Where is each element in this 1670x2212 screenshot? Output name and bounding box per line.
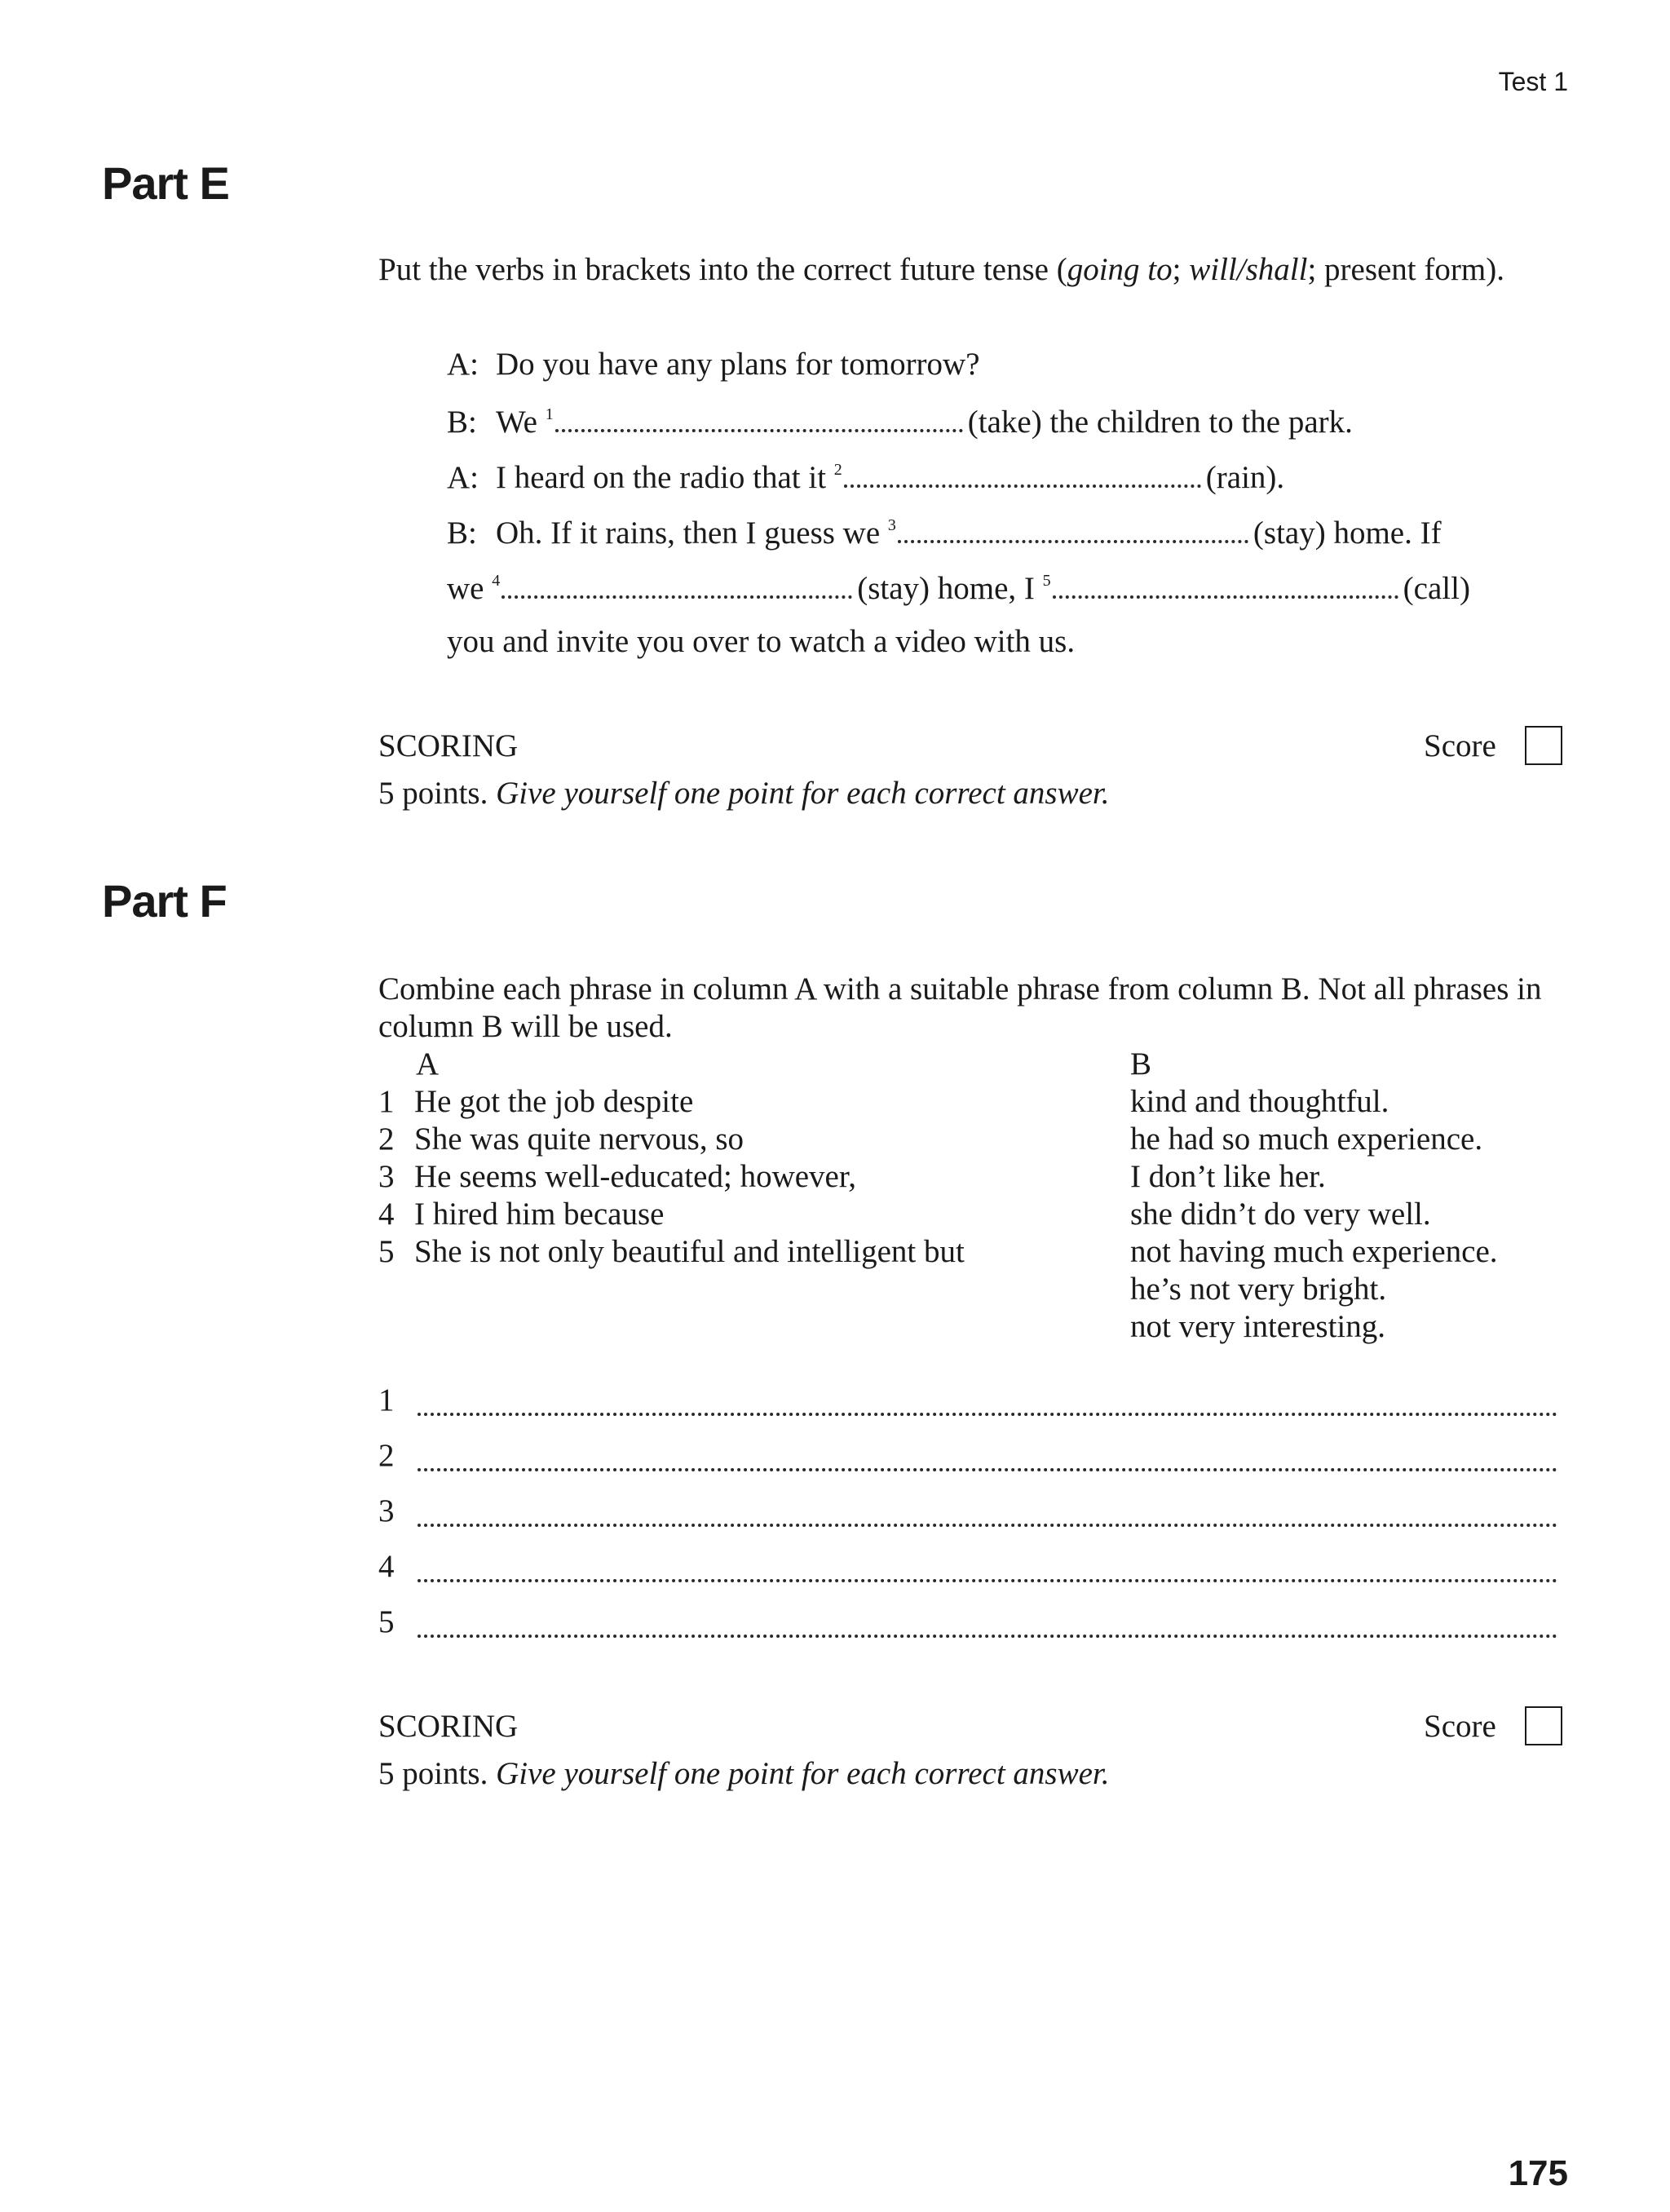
dialogue-text: Oh. If it rains, then I guess we xyxy=(496,515,888,551)
answer-line-1 xyxy=(378,1382,1557,1422)
item-text: She was quite nervous, so xyxy=(414,1121,744,1157)
speaker-label: A: xyxy=(447,460,479,495)
dialogue-text: (rain). xyxy=(1205,460,1285,495)
answer-blank-2[interactable] xyxy=(844,457,1201,488)
part-f-instruction: Combine each phrase in column A with a suitable phrase from column B. Not all phrases in column B will be used. xyxy=(378,971,1542,1044)
column-a-item xyxy=(378,1121,744,1158)
dialogue-text: we xyxy=(447,571,493,606)
gap-number-3: 3 xyxy=(887,516,896,534)
column-b-item: he’s not very bright. xyxy=(1130,1272,1387,1307)
answer-blank[interactable] xyxy=(418,1524,1557,1527)
dialogue-line-4 xyxy=(447,512,1442,552)
speaker-label: A: xyxy=(447,347,479,382)
column-a-item xyxy=(378,1158,856,1196)
item-text: He got the job despite xyxy=(414,1084,694,1119)
speaker-label: B: xyxy=(447,515,477,551)
item-number: 4 xyxy=(378,1197,395,1232)
column-a-header: A xyxy=(416,1046,440,1082)
gap-number-4: 4 xyxy=(492,572,501,590)
page-number: 175 xyxy=(1508,2153,1568,2193)
column-a-item xyxy=(378,1233,965,1271)
item-number: 1 xyxy=(378,1084,395,1119)
item-text: He seems well-educated; however, xyxy=(414,1159,857,1194)
dialogue-text: We xyxy=(496,405,546,440)
answer-line-4 xyxy=(378,1548,1557,1589)
answer-number: 4 xyxy=(378,1549,395,1584)
item-text: I hired him because xyxy=(414,1197,665,1232)
column-b-header: B xyxy=(1130,1046,1152,1082)
instruction-text-end: ; present form). xyxy=(1307,252,1504,287)
gap-number-1: 1 xyxy=(545,405,554,423)
answer-number: 1 xyxy=(378,1382,395,1418)
column-a-item xyxy=(378,1083,693,1121)
answer-blank-5[interactable] xyxy=(1053,568,1398,599)
scoring-description-e xyxy=(378,775,1110,812)
instruction-italic-will-shall: will/shall xyxy=(1189,252,1308,287)
column-b-item: kind and thoughtful. xyxy=(1130,1084,1389,1119)
instruction-italic-going-to: going to xyxy=(1067,252,1173,287)
item-number: 5 xyxy=(378,1234,395,1269)
column-a-item xyxy=(378,1196,664,1233)
running-head: Test 1 xyxy=(1498,67,1568,96)
item-text: She is not only beautiful and intelligent but xyxy=(414,1234,965,1269)
answer-number: 3 xyxy=(378,1493,395,1528)
dialogue-text: Do you have any plans for tomorrow? xyxy=(496,347,980,382)
item-number: 2 xyxy=(378,1121,395,1157)
scoring-label-e: SCORING xyxy=(378,728,519,763)
gap-number-5: 5 xyxy=(1042,572,1051,590)
scoring-points: 5 points. xyxy=(378,776,497,811)
dialogue-text: you and invite you over to watch a video with us. xyxy=(447,624,1076,659)
gap-number-2: 2 xyxy=(833,461,842,479)
item-number: 3 xyxy=(378,1159,395,1194)
scoring-note: Give yourself one point for each correct answer. xyxy=(496,1756,1110,1791)
answer-line-5 xyxy=(378,1604,1557,1644)
answer-number: 5 xyxy=(378,1604,395,1639)
dialogue-text: (take) the children to the park. xyxy=(967,405,1353,440)
instruction-separator: ; xyxy=(1172,252,1190,287)
answer-blank[interactable] xyxy=(418,1635,1557,1638)
answer-number: 2 xyxy=(378,1438,395,1473)
column-a xyxy=(378,1046,1096,1323)
answer-blank-4[interactable] xyxy=(501,568,852,599)
dialogue-text: (stay) home. If xyxy=(1252,515,1442,551)
dialogue-line-1 xyxy=(447,346,980,383)
column-b xyxy=(1130,1046,1571,1344)
answer-line-3 xyxy=(378,1493,1557,1533)
speaker-label: B: xyxy=(447,405,477,440)
dialogue-text: (stay) home, I xyxy=(857,571,1043,606)
column-b-item: he had so much experience. xyxy=(1130,1121,1483,1157)
column-b-item: not having much experience. xyxy=(1130,1234,1498,1269)
answer-blank[interactable] xyxy=(418,1579,1557,1582)
answer-blank[interactable] xyxy=(418,1468,1557,1471)
instruction-text: Put the verbs in brackets into the correct future tense ( xyxy=(378,252,1067,287)
scoring-label-f: SCORING xyxy=(378,1709,519,1744)
answer-line-2 xyxy=(378,1437,1557,1478)
dialogue-line-6 xyxy=(447,623,1075,661)
scoring-note: Give yourself one point for each correct answer. xyxy=(496,776,1110,811)
answer-blank[interactable] xyxy=(418,1413,1557,1416)
score-label-e: Score xyxy=(1424,728,1496,763)
dialogue-text: (call) xyxy=(1403,571,1470,606)
scoring-description-f xyxy=(378,1755,1110,1793)
column-b-item: I don’t like her. xyxy=(1130,1159,1326,1194)
dialogue-line-5 xyxy=(447,568,1470,608)
score-label-f: Score xyxy=(1424,1709,1496,1744)
dialogue-line-2 xyxy=(447,401,1353,441)
score-box-e[interactable] xyxy=(1525,726,1562,765)
part-e-heading: Part E xyxy=(102,157,229,209)
part-f-heading: Part F xyxy=(102,875,227,927)
dialogue-text: I heard on the radio that it xyxy=(496,460,834,495)
part-e-instruction xyxy=(378,251,1569,289)
answer-blank-3[interactable] xyxy=(898,512,1248,543)
scoring-points: 5 points. xyxy=(378,1756,497,1791)
column-b-item: not very interesting. xyxy=(1130,1309,1386,1344)
dialogue-line-3 xyxy=(447,457,1284,497)
score-box-f[interactable] xyxy=(1525,1706,1562,1745)
answer-blank-1[interactable] xyxy=(555,401,963,432)
column-b-item: she didn’t do very well. xyxy=(1130,1197,1431,1232)
